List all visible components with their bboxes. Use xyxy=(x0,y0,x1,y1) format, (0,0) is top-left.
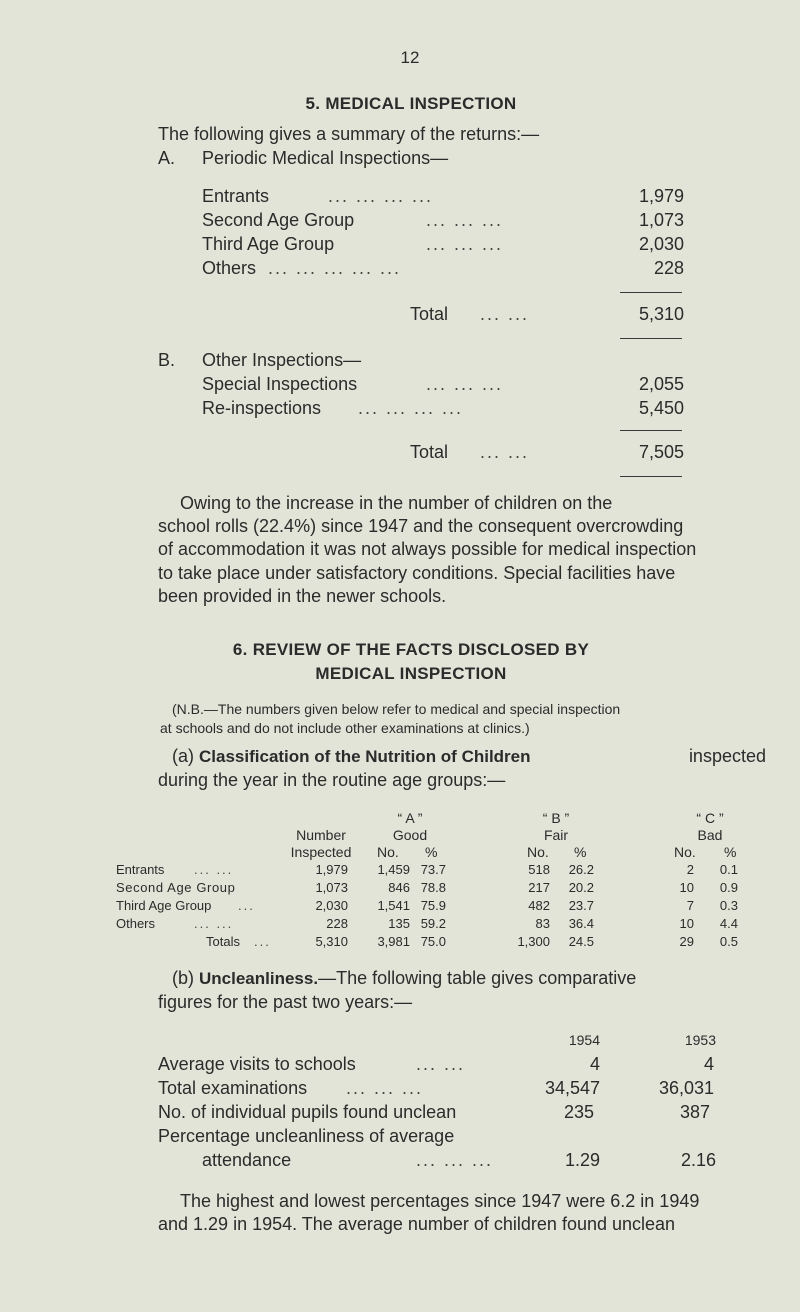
cell-1953: 2.16 xyxy=(680,1150,716,1170)
paragraph-line: The highest and lowest percentages since 1947 were 6.2 in 1949 xyxy=(180,1191,700,1211)
cell-1954: 1.29 xyxy=(564,1150,600,1170)
row-label: Total examinations xyxy=(158,1078,308,1098)
group-a-title: Periodic Medical Inspections— xyxy=(202,148,449,168)
cell-1953: 36,031 xyxy=(658,1078,714,1098)
page-number: 12 xyxy=(400,48,420,67)
total-rule xyxy=(620,476,682,477)
subtotal-rule xyxy=(620,292,682,293)
row-value: 2,030 xyxy=(638,234,684,254)
paragraph-line: Owing to the increase in the number of children on the xyxy=(180,493,613,513)
sub-no: No. xyxy=(527,844,549,860)
note-line: (N.B.—The numbers given below refer to medical and special inspection xyxy=(172,701,621,717)
leader-dots: ... xyxy=(238,898,255,913)
leader-dots: ... ... xyxy=(480,304,530,324)
row-value: 5,450 xyxy=(638,398,684,418)
sub-pct: % xyxy=(425,844,438,860)
cell-a-no: 846 xyxy=(388,880,410,895)
cell-c-pct: 4.4 xyxy=(719,916,738,931)
cell-a-no: 1,541 xyxy=(377,898,410,913)
cell-b-no: 482 xyxy=(528,898,550,913)
cell-a-no: 1,459 xyxy=(377,862,410,877)
cell-b-no: 518 xyxy=(528,862,550,877)
part-b-line2: figures for the past two years:— xyxy=(158,992,413,1012)
row-value: 2,055 xyxy=(638,374,684,394)
leader-dots: ... ... ... ... xyxy=(358,398,464,418)
cell-a-pct: 75.0 xyxy=(420,934,446,949)
cell-b-pct: 36.4 xyxy=(568,916,594,931)
cell-b-pct: 24.5 xyxy=(568,934,594,949)
row-label: Entrants xyxy=(202,186,270,206)
group-a-letter: A. xyxy=(158,148,176,168)
section-5-heading: 5. MEDICAL INSPECTION xyxy=(305,94,517,113)
cell-number: 228 xyxy=(326,916,348,931)
paragraph-line: and 1.29 in 1954. The average number of children found unclean xyxy=(158,1214,676,1235)
subtotal-rule xyxy=(620,430,682,431)
cell-c-pct: 0.3 xyxy=(719,898,738,913)
leader-dots: ... ... xyxy=(416,1054,466,1074)
year-1954-header: 1954 xyxy=(568,1032,600,1048)
year-1953-header: 1953 xyxy=(684,1032,716,1048)
part-a-line2: during the year in the routine age groups:— xyxy=(158,770,506,790)
total-value: 5,310 xyxy=(638,304,684,324)
part-a-rest: inspected xyxy=(688,746,766,766)
intro-text: The following gives a summary of the returns:— xyxy=(158,124,540,144)
row-label: Others xyxy=(202,258,257,278)
row-label: Re-inspections xyxy=(202,398,322,418)
row-value: 228 xyxy=(653,258,684,278)
row-label: Second Age Group xyxy=(202,210,355,230)
col-c-mark: “ C ” xyxy=(696,810,724,826)
sub-no: No. xyxy=(377,844,399,860)
cell-c-no: 7 xyxy=(686,898,694,913)
row-label: Percentage uncleanliness of average xyxy=(158,1126,455,1146)
cell-a-pct: 59.2 xyxy=(420,916,446,931)
leader-dots: ... ... ... ... ... xyxy=(268,258,402,278)
cell-number: 2,030 xyxy=(315,898,348,913)
group-b-letter: B. xyxy=(158,350,176,370)
part-b-intro xyxy=(172,968,636,989)
part-a-prefix: (a) xyxy=(172,746,194,766)
closing-paragraph xyxy=(158,1190,766,1236)
cell-b-no: 1,300 xyxy=(517,934,550,949)
row-label: No. of individual pupils found unclean xyxy=(158,1102,457,1122)
cell-number: 1,979 xyxy=(315,862,348,877)
cell-number: 5,310 xyxy=(315,934,348,949)
cell-1954: 4 xyxy=(589,1054,600,1074)
cell-b-pct: 20.2 xyxy=(568,880,594,895)
row-value: 1,979 xyxy=(638,186,684,206)
cell-1953: 4 xyxy=(703,1054,714,1074)
sub-no: No. xyxy=(674,844,696,860)
row-value: 1,073 xyxy=(638,210,684,230)
table-row-label: Entrants xyxy=(116,862,165,877)
cell-1954: 235 xyxy=(563,1102,594,1122)
sub-pct: % xyxy=(724,844,737,860)
group-b-title: Other Inspections— xyxy=(202,350,362,370)
cell-c-pct: 0.1 xyxy=(719,862,738,877)
cell-a-no: 3,981 xyxy=(377,934,410,949)
paragraph-line: school rolls (22.4%) since 1947 and the consequent overcrowding xyxy=(158,516,684,537)
leader-dots: ... ... ... xyxy=(416,1150,494,1170)
part-b-title: Uncleanliness. xyxy=(199,969,319,988)
cell-c-pct: 0.9 xyxy=(719,880,738,895)
cell-c-pct: 0.5 xyxy=(719,934,738,949)
cell-1954: 34,547 xyxy=(544,1078,600,1098)
row-label: Special Inspections xyxy=(202,374,358,394)
part-b-prefix: (b) xyxy=(172,968,194,988)
cell-b-no: 83 xyxy=(535,916,550,931)
cell-b-no: 217 xyxy=(528,880,550,895)
cell-c-no: 29 xyxy=(679,934,694,949)
cell-a-pct: 73.7 xyxy=(420,862,446,877)
sub-pct: % xyxy=(574,844,587,860)
leader-dots: ... ... xyxy=(194,916,234,931)
table-row-label: Second Age Group xyxy=(116,880,236,895)
paragraph-line: to take place under satisfactory conditions. Special facilities have xyxy=(158,562,676,583)
cell-a-no: 135 xyxy=(388,916,410,931)
total-label: Total xyxy=(410,442,449,462)
nb-note xyxy=(160,700,620,738)
row-label: Third Age Group xyxy=(202,234,335,254)
col-b-mark: “ B ” xyxy=(542,810,570,826)
part-a-intro xyxy=(172,746,531,767)
leader-dots: ... ... ... xyxy=(426,374,504,394)
leader-dots: ... xyxy=(254,934,271,949)
table-row-label: Others xyxy=(116,916,156,931)
col-a-label: Good xyxy=(392,827,428,843)
row-label-cont: attendance xyxy=(202,1150,292,1170)
note-line: at schools and do not include other examinations at clinics.) xyxy=(160,720,530,736)
cell-a-pct: 78.8 xyxy=(420,880,446,895)
leader-dots: ... ... ... xyxy=(426,234,504,254)
table-row-label: Totals xyxy=(206,934,240,949)
row-label: Average visits to schools xyxy=(158,1054,356,1074)
leader-dots: ... ... ... xyxy=(346,1078,424,1098)
cell-number: 1,073 xyxy=(315,880,348,895)
col-number-label: Number xyxy=(296,827,346,843)
leader-dots: ... ... xyxy=(194,862,234,877)
col-b-label: Fair xyxy=(543,827,569,843)
paragraph-line: been provided in the newer schools. xyxy=(158,585,447,606)
cell-c-no: 2 xyxy=(686,862,694,877)
total-label: Total xyxy=(410,304,449,324)
section-6-heading-line2: MEDICAL INSPECTION xyxy=(315,664,507,683)
cell-b-pct: 23.7 xyxy=(568,898,594,913)
overcrowding-paragraph xyxy=(158,492,766,608)
leader-dots: ... ... ... xyxy=(426,210,504,230)
cell-a-pct: 75.9 xyxy=(420,898,446,913)
part-b-rest: —The following table gives comparative xyxy=(318,968,637,988)
cell-c-no: 10 xyxy=(679,880,694,895)
col-c-label: Bad xyxy=(697,827,723,843)
cell-c-no: 10 xyxy=(679,916,694,931)
total-value: 7,505 xyxy=(638,442,684,462)
cell-b-pct: 26.2 xyxy=(568,862,594,877)
total-rule xyxy=(620,338,682,339)
leader-dots: ... ... xyxy=(480,442,530,462)
col-inspected-label: Inspected xyxy=(290,844,352,860)
col-a-mark: “ A ” xyxy=(397,810,423,826)
part-a-title: Classification of the Nutrition of Children xyxy=(199,747,531,766)
paragraph-line: of accommodation it was not always possible for medical inspection xyxy=(158,539,697,560)
cell-1953: 387 xyxy=(679,1102,710,1122)
table-row-label: Third Age Group xyxy=(116,898,212,913)
section-6-heading-line1: 6. REVIEW OF THE FACTS DISCLOSED BY xyxy=(232,640,590,659)
leader-dots: ... ... ... ... xyxy=(328,186,434,206)
